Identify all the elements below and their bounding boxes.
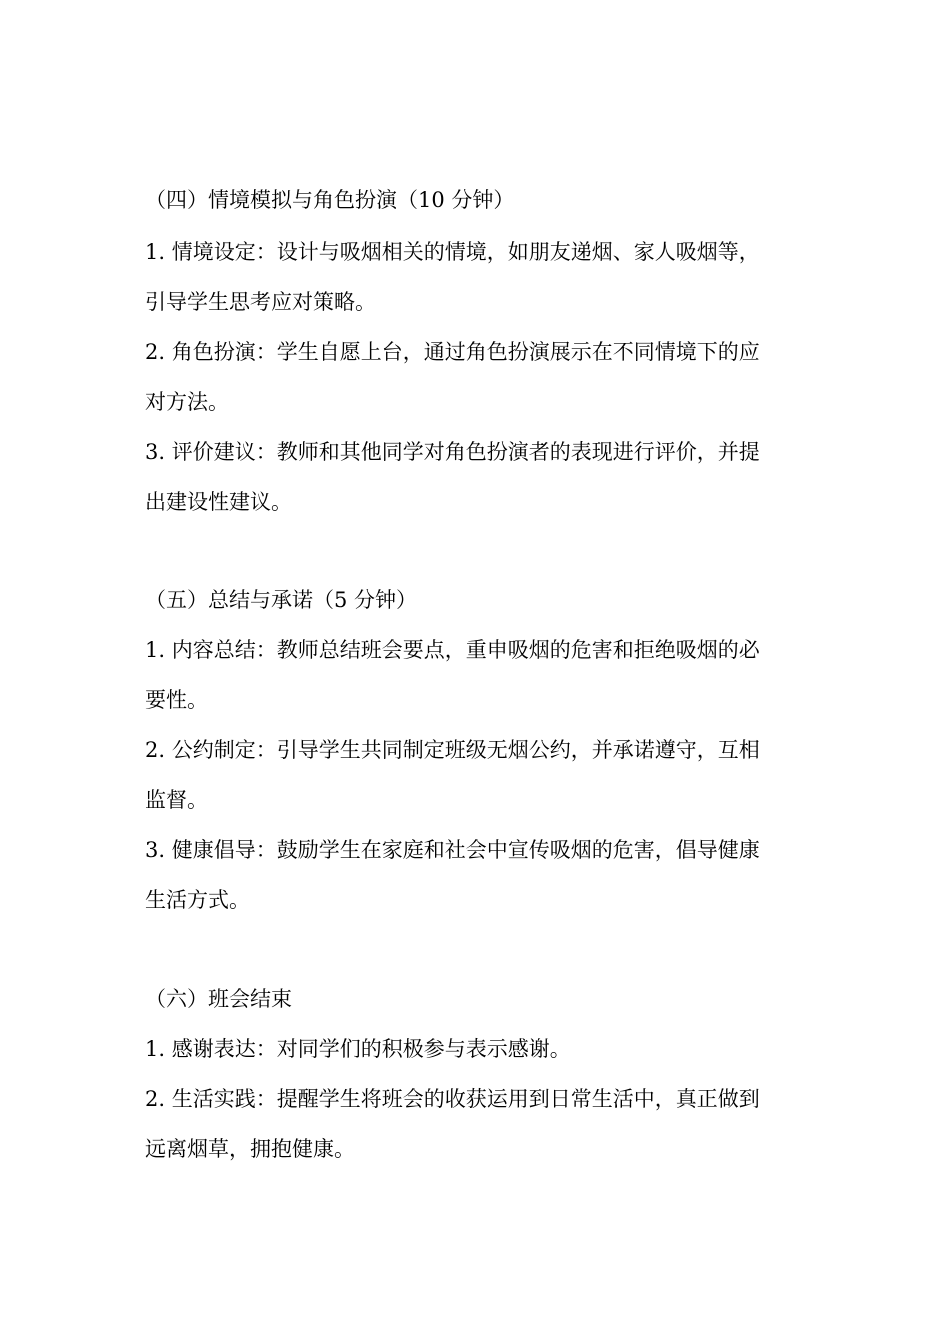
list-item-line: 引导学生思考应对策略。: [145, 290, 376, 314]
list-item-line: 对方法。: [145, 390, 229, 414]
list-item-line: 3. 健康倡导：鼓励学生在家庭和社会中宣传吸烟的危害，倡导健康: [145, 838, 760, 862]
section-heading-5: （五）总结与承诺（5 分钟）: [145, 588, 418, 612]
list-item-line: 生活方式。: [145, 888, 250, 912]
list-item-line: 出建设性建议。: [145, 490, 292, 514]
list-item-line: 1. 感谢表达：对同学们的积极参与表示感谢。: [145, 1037, 571, 1061]
list-item-line: 2. 生活实践：提醒学生将班会的收获运用到日常生活中，真正做到: [145, 1087, 760, 1111]
section-heading-4: （四）情境模拟与角色扮演（10 分钟）: [145, 188, 515, 212]
list-item-line: 2. 角色扮演：学生自愿上台，通过角色扮演展示在不同情境下的应: [145, 340, 760, 364]
list-item-line: 远离烟草，拥抱健康。: [145, 1137, 355, 1161]
list-item-line: 要性。: [145, 688, 208, 712]
list-item-line: 监督。: [145, 788, 208, 812]
list-item-line: 3. 评价建议：教师和其他同学对角色扮演者的表现进行评价，并提: [145, 440, 760, 464]
section-heading-6: （六）班会结束: [145, 987, 292, 1011]
list-item-line: 2. 公约制定：引导学生共同制定班级无烟公约，并承诺遵守，互相: [145, 738, 760, 762]
list-item-line: 1. 情境设定：设计与吸烟相关的情境，如朋友递烟、家人吸烟等，: [145, 240, 760, 264]
list-item-line: 1. 内容总结：教师总结班会要点，重申吸烟的危害和拒绝吸烟的必: [145, 638, 760, 662]
